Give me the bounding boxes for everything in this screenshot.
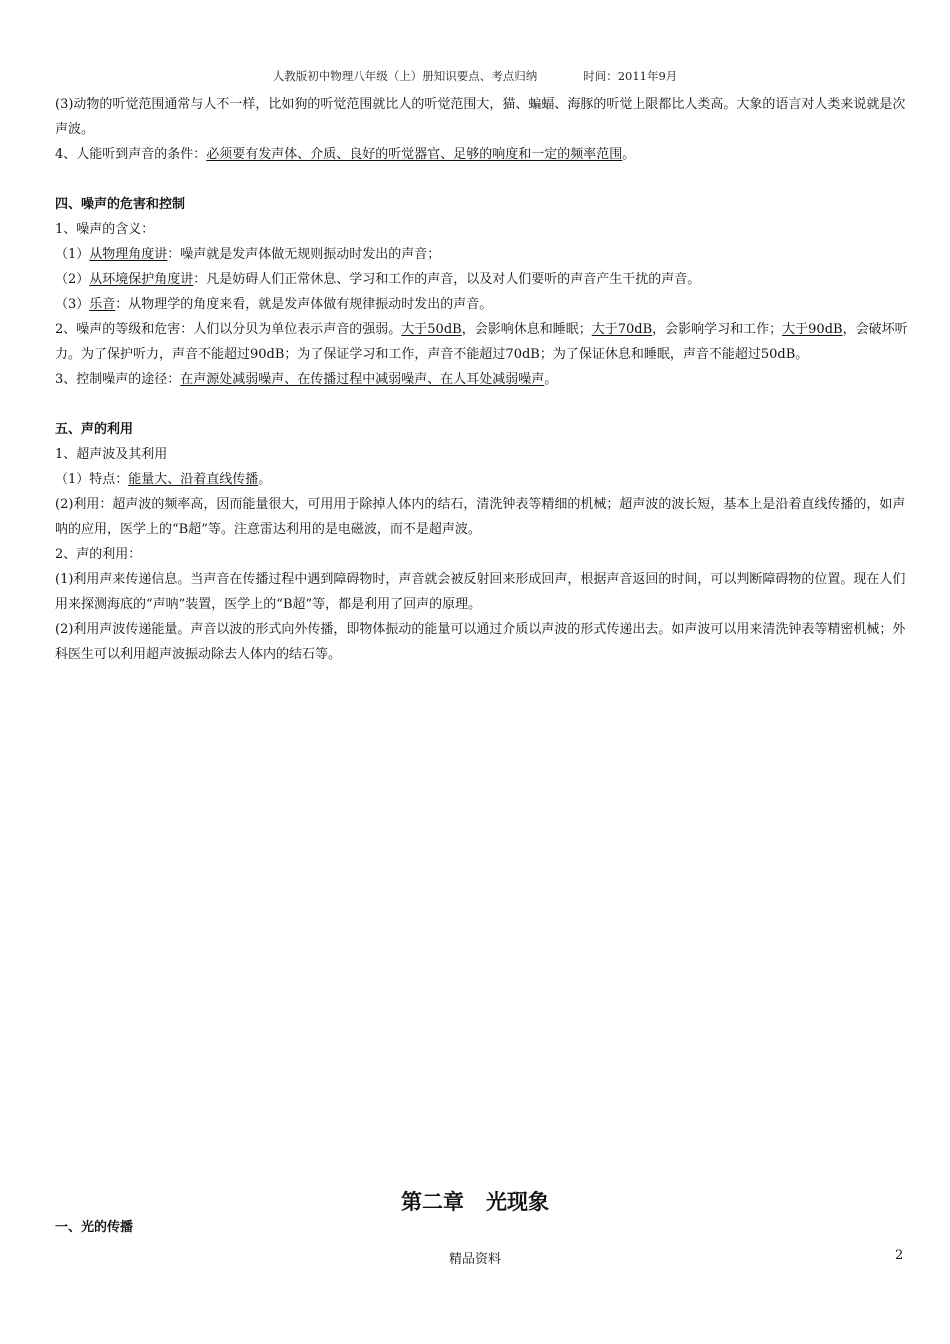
noise-item-2 xyxy=(55,317,917,367)
header-date: 时间：2011年9月 xyxy=(583,69,678,83)
page-header xyxy=(0,68,950,84)
text: ，会破坏听力。为了保护听力，声音不能超过90dB；为了保证学习和工作，声音不能超过70dB；为了保证休息和睡眠，声音不能超过50dB。 xyxy=(55,322,908,362)
text: 4、人能听到声音的条件： xyxy=(55,147,207,162)
sound-info-transfer: (1)利用声来传递信息。当声音在传播过程中遇到障碍物时，声音就会被反射回来形成回声，根据声音返回的时间，可以判断障碍物的位置。现在人们用来探测海底的“声呐”装置，医学上的“B超”等，都是利用了回声的原理。 xyxy=(55,572,906,612)
underlined-text: 乐音 xyxy=(89,297,116,312)
noise-definition-2 xyxy=(55,267,917,292)
sound-energy-transfer: (2)利用声波传递能量。声音以波的形式向外传播，即物体振动的能量可以通过介质以声波的形式传递出去。如声波可以用来清洗钟表等精密机械；外科医生可以利用超声波振动除去人体内的结石等。 xyxy=(55,622,906,662)
chapter-name: 光现象 xyxy=(486,1190,549,1214)
ultrasound-uses: (2)利用：超声波的频率高，因而能量很大，可用用于除掉人体内的结石，清洗钟表等精细的机械；超声波的波长短，基本上是沿着直线传播的，如声呐的应用，医学上的“B超”等。注意雷达利用的是电磁波，而不是超声波。 xyxy=(55,497,906,537)
text: 2、噪声的等级和危害：人们以分贝为单位表示声音的强弱。 xyxy=(55,322,402,337)
text: （1）特点： xyxy=(55,472,129,487)
chapter-number: 第二章 xyxy=(401,1190,464,1214)
text: 3、控制噪声的途径： xyxy=(55,372,181,387)
text: ，会影响学习和工作； xyxy=(652,322,783,337)
paragraph-hearing-range: (3)动物的听觉范围通常与人不一样，比如狗的听觉范围就比人的听觉范围大，猫、蝙蝠、海豚的听觉上限都比人类高。大象的语言对人类来说就是次声波。 xyxy=(55,97,906,137)
noise-item-1: 1、噪声的含义： xyxy=(55,222,155,237)
underlined-text: 能量大、沿着直线传播 xyxy=(128,472,259,487)
text: 。 xyxy=(258,472,272,487)
underlined-text: 必须要有发声体、介质、良好的听觉器官、足够的响度和一定的频率范围 xyxy=(206,147,623,162)
sound-use-item-1: 1、超声波及其利用 xyxy=(55,447,168,462)
noise-definition-3 xyxy=(55,292,917,317)
underlined-text: 大于70dB xyxy=(591,322,653,337)
noise-definition-1 xyxy=(55,242,917,267)
underlined-text: 从环境保护角度讲 xyxy=(89,272,194,287)
section-heading-sound-use: 五、声的利用 xyxy=(55,422,134,437)
paragraph-hearing-conditions xyxy=(55,142,917,167)
noise-item-3 xyxy=(55,367,917,392)
underlined-text: 大于90dB xyxy=(782,322,843,337)
sound-use-item-2: 2、声的利用： xyxy=(55,547,142,562)
text: ：凡是妨碍人们正常休息、学习和工作的声音，以及对人们要听的声音产生干扰的声音。 xyxy=(193,272,701,287)
text: ：从物理学的角度来看，就是发声体做有规律振动时发出的声音。 xyxy=(115,297,493,312)
text: （3） xyxy=(55,297,90,312)
text: 。 xyxy=(544,372,558,387)
text: ：噪声就是发声体做无规则振动时发出的声音； xyxy=(167,247,441,262)
chapter-title xyxy=(0,1186,950,1216)
document-body xyxy=(55,92,917,667)
section-heading-noise: 四、噪声的危害和控制 xyxy=(55,197,186,212)
underlined-text: 从物理角度讲 xyxy=(89,247,168,262)
ultrasound-features xyxy=(55,467,917,492)
text: ，会影响休息和睡眠； xyxy=(461,322,592,337)
footer-label: 精品资料 xyxy=(448,1252,501,1267)
underlined-text: 大于50dB xyxy=(401,322,462,337)
section-heading-light: 一、光的传播 xyxy=(55,1220,134,1235)
text: （1） xyxy=(55,247,90,262)
header-title: 人教版初中物理八年级（上）册知识要点、考点归纳 xyxy=(272,69,538,83)
page-number: 2 xyxy=(895,1248,904,1263)
text: 。 xyxy=(622,147,636,162)
text: （2） xyxy=(55,272,90,287)
underlined-text: 在声源处减弱噪声、在传播过程中减弱噪声、在人耳处减弱噪声 xyxy=(180,372,545,387)
